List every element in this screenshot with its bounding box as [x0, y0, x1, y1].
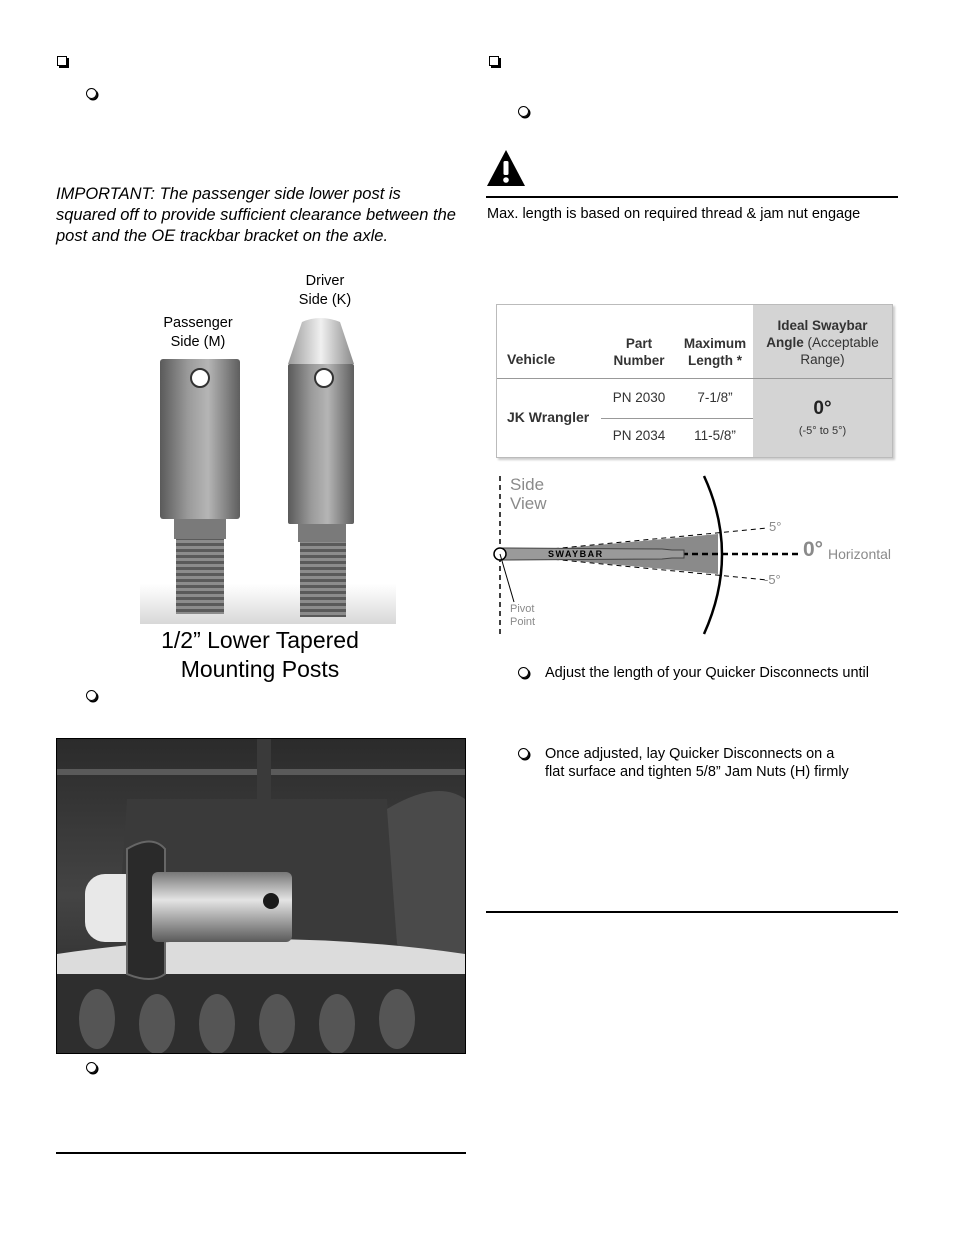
row-divider: [601, 418, 753, 419]
checkbox-icon: [57, 56, 67, 66]
lower-angle-label: -5°: [764, 572, 781, 587]
important-note: IMPORTANT: The passenger side lower post is squared off to provide sufficient clearance between the post and the OE trackbar bracket on the axle.: [56, 185, 456, 245]
horizontal-label: Horizontal: [828, 546, 892, 562]
adjust-length-bullet: Adjust the length of your Quicker Disconnects until: [545, 665, 869, 681]
bullet-circle-icon: [86, 1062, 97, 1073]
driver-side-label: Driver Side (K): [298, 273, 352, 308]
upper-angle-label: 5°: [769, 519, 782, 534]
mounting-posts-figure: [140, 264, 396, 684]
header-max-length: Maximum Length *: [683, 336, 747, 368]
pivot-point-label: Pivot Point: [510, 603, 536, 628]
tighten-jam-nuts-bullet: Once adjusted, lay Quicker Disconnects on a flat surface and tighten 5/8” Jam Nuts (H) firmly: [545, 746, 849, 780]
bullet-circle-icon: [518, 748, 529, 759]
bullet-circle-icon: [518, 667, 529, 678]
passenger-side-label: Passenger Side (M): [163, 315, 233, 350]
checkbox-icon: [489, 56, 499, 66]
section-divider: [56, 1152, 466, 1154]
part-cell-2: PN 2034: [612, 428, 666, 443]
swaybar-label: SWAYBAR: [548, 549, 604, 559]
warning-icon: [486, 148, 526, 188]
max-length-note: Max. length is based on required thread & jam nut engage: [487, 206, 861, 222]
zero-angle-label: 0°: [803, 538, 824, 561]
ideal-angle-value: 0°: [813, 398, 832, 419]
section-divider: [486, 911, 898, 913]
side-view-title: Side View: [510, 475, 547, 513]
bullet-circle-icon: [518, 106, 529, 117]
header-part-number: Part Number: [613, 336, 665, 368]
ideal-angle-range: (-5° to 5°): [798, 425, 847, 437]
warning-divider: [486, 196, 898, 198]
swaybar-spec-table: [496, 304, 893, 458]
length-cell-2: 11-5/8”: [694, 428, 736, 443]
posts-caption: 1/2” Lower Tapered Mounting Posts: [161, 627, 359, 682]
header-vehicle: Vehicle: [507, 351, 556, 367]
header-ideal-angle: Ideal Swaybar Angle (Acceptable Range): [766, 318, 879, 367]
length-cell-1: 7-1/8”: [697, 390, 733, 405]
installed-post-photo: [56, 738, 466, 1054]
header-divider: [497, 378, 892, 379]
bullet-circle-icon: [86, 88, 97, 99]
bullet-circle-icon: [86, 690, 97, 701]
installed-post-photo-art: [57, 739, 465, 1053]
side-view-diagram: [492, 472, 902, 640]
part-cell-1: PN 2030: [612, 390, 666, 405]
vehicle-cell: JK Wrangler: [507, 409, 590, 425]
